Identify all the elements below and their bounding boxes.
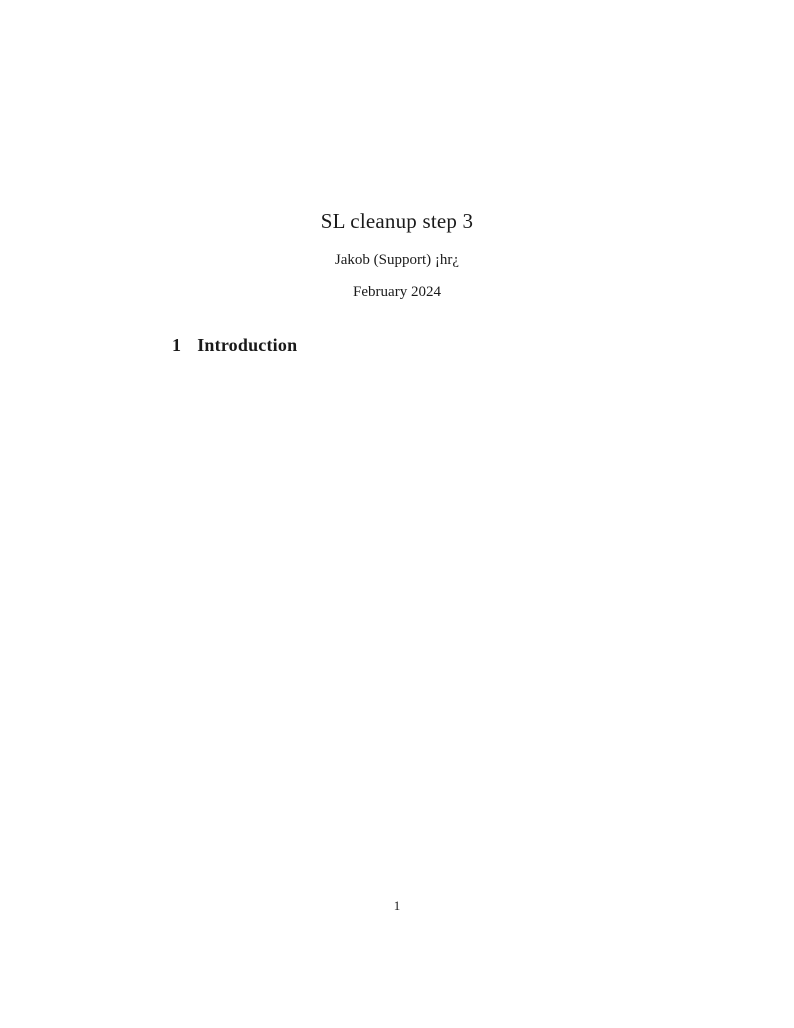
section-title: Introduction [197,335,298,355]
date-line: February 2024 [353,284,441,300]
section-heading [172,335,297,356]
page-title: SL cleanup step 3 [320,209,474,233]
author-line: Jakob (Support) ¡hr¿ [334,252,460,268]
page-number: 1 [393,898,401,913]
section-number: 1 [172,335,182,355]
